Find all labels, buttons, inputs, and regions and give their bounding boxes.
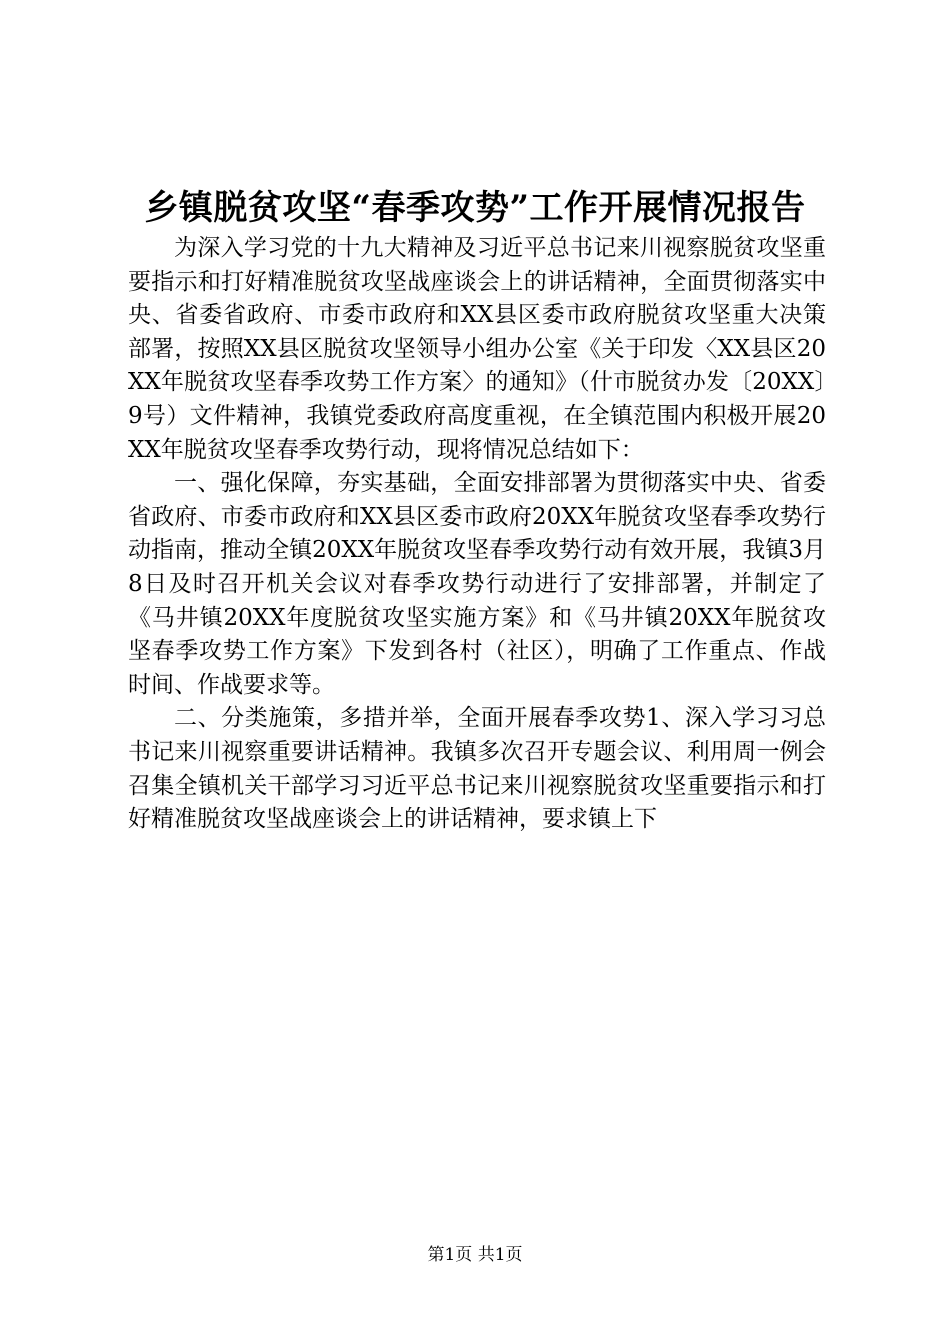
paragraph-section-two: 二、分类施策，多措并举，全面开展春季攻势1、深入学习习总书记来川视察重要讲话精神。我镇多次召开专题会议、利用周一例会召集全镇机关干部学习习近平总书记来川视察脱贫攻坚重要指示和打好精准脱贫攻坚战座谈会上的讲话精神，要求镇上下 <box>128 705 826 833</box>
paragraph-section-one: 一、强化保障，夯实基础，全面安排部署为贯彻落实中央、省委省政府、市委市政府和XX县区委市政府20XX年脱贫攻坚春季攻势行动指南，推动全镇20XX年脱贫攻坚春季攻势行动有效开展，我镇3月8日及时召开机关会议对春季攻势行动进行了安排部署，并制定了《马井镇20XX年度脱贫攻坚实施方案》和《马井镇20XX年脱贫攻坚春季攻势工作方案》下发到各村（社区），明确了工作重点、作战时间、作战要求等。 <box>128 470 826 698</box>
paragraph-intro: 为深入学习党的十九大精神及习近平总书记来川视察脱贫攻坚重要指示和打好精准脱贫攻坚战座谈会上的讲话精神，全面贯彻落实中央、省委省政府、市委市政府和XX县区委市政府脱贫攻坚重大决策部署，按照XX县区脱贫攻坚领导小组办公室《关于印发〈XX县区20XX年脱贫攻坚春季攻势工作方案〉的通知》（什市脱贫办发〔20XX〕9号）文件精神，我镇党委政府高度重视，在全镇范围内积极开展20XX年脱贫攻坚春季攻势行动，现将情况总结如下： <box>128 235 826 463</box>
document-body <box>128 232 826 837</box>
page-number-footer: 第1页 共1页 <box>427 1245 523 1265</box>
page-title: 乡镇脱贫攻坚“春季攻势”工作开展情况报告 <box>144 188 806 228</box>
